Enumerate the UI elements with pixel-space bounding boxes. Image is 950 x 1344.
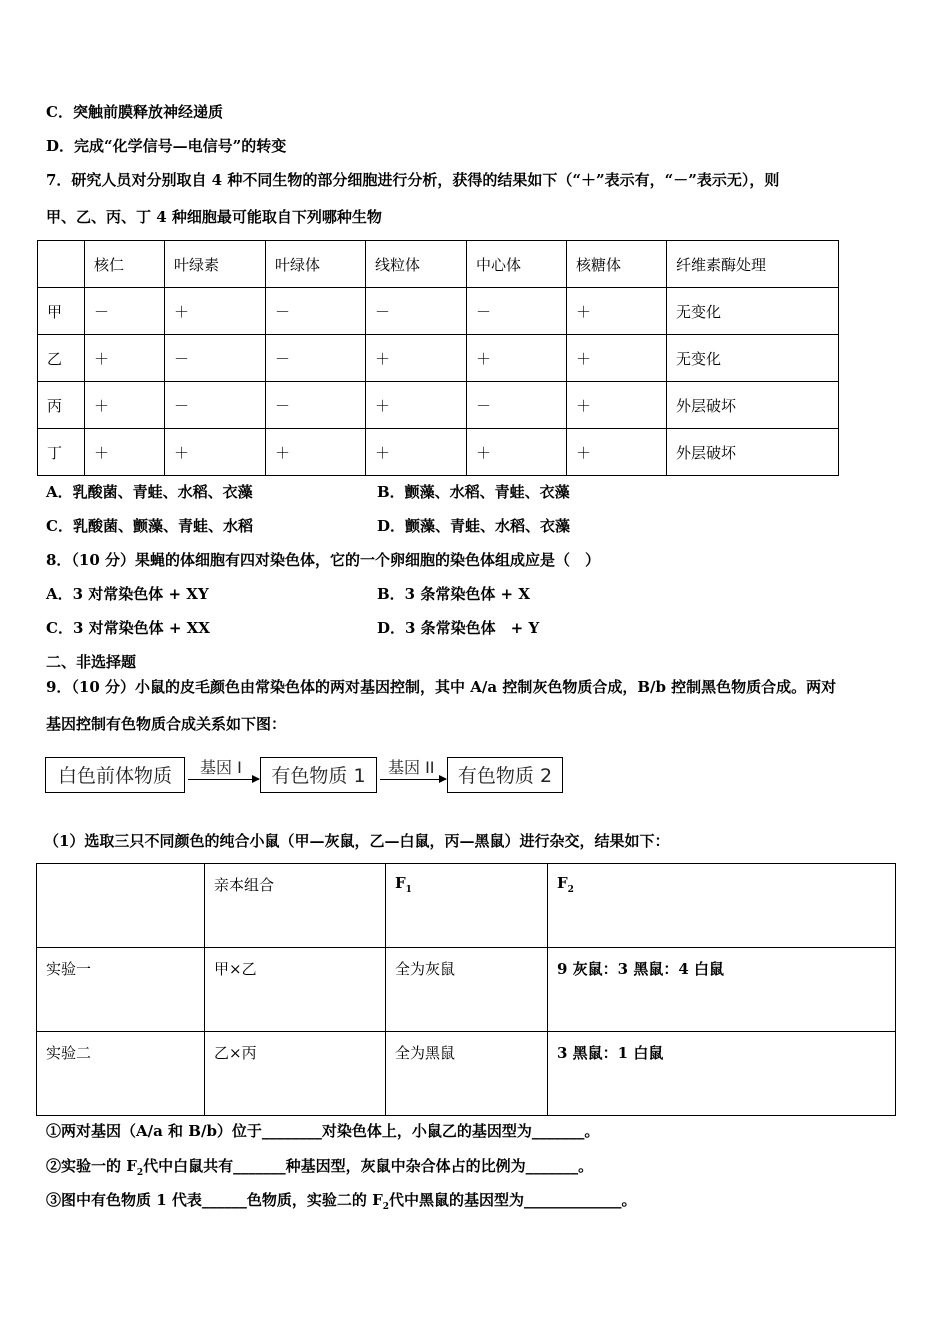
table-cell: 亲本组合 (205, 864, 386, 948)
table-row (37, 948, 896, 1032)
table-cell: 实验二 (37, 1032, 205, 1116)
table-cell: 乙 (38, 335, 85, 382)
q9-question-3: ③图中有色物质 1 代表______色物质，实验二的 $F_2$代中黑鼠的基因型为_____________。 (46, 1191, 637, 1212)
table-cell: － (467, 382, 567, 429)
table-cell: ＋ (165, 288, 266, 335)
table-row (37, 1032, 896, 1116)
arrow-right-icon (380, 779, 446, 780)
section-title: 二、非选择题 (46, 653, 137, 671)
table-cell: 丁 (38, 429, 85, 476)
table-cell: － (266, 382, 366, 429)
flow-box-pigment-1: 有色物质 1 (260, 757, 377, 793)
table-cell: ＋ (467, 335, 567, 382)
table-cell: 无变化 (667, 288, 839, 335)
table-cell: 无变化 (667, 335, 839, 382)
table-row (38, 429, 839, 476)
q8-option-c: C．3 对常染色体 + XX (46, 619, 210, 637)
table-cell: － (366, 288, 467, 335)
q7-option-d: D．颤藻、青蛙、水稻、衣藻 (377, 517, 571, 535)
flow-label-gene-2: 基因 II (388, 758, 435, 777)
q6-option-d: D．完成“化学信号—电信号”的转变 (46, 137, 287, 155)
arrow-right-icon (188, 779, 259, 780)
table-cell: $F_1$ (386, 864, 548, 948)
q8-option-d: D．3 条常染色体 + Y (377, 619, 540, 637)
table-cell: ＋ (85, 429, 165, 476)
table-cell: ＋ (567, 288, 667, 335)
q7-stem-line1: 7．研究人员对分别取自 4 种不同生物的部分细胞进行分析，获得的结果如下（“＋”表示有，“－”表示无），则 (46, 171, 780, 189)
q6-option-c: C．突触前膜释放神经递质 (46, 103, 223, 121)
table-cell: － (85, 288, 165, 335)
q7-option-c: C．乳酸菌、颤藻、青蛙、水稻 (46, 517, 253, 535)
q7-option-a: A．乳酸菌、青蛙、水稻、衣藻 (46, 483, 253, 501)
table-cell: ＋ (567, 335, 667, 382)
table-cell: ＋ (366, 335, 467, 382)
q7-cell-table (37, 240, 839, 476)
table-cell (38, 241, 85, 288)
q9-cross-table (36, 863, 896, 1116)
table-cell: ＋ (85, 335, 165, 382)
table-cell: － (165, 382, 266, 429)
table-row (38, 288, 839, 335)
q8-stem: 8．（10 分）果蝇的体细胞有四对染色体，它的一个卵细胞的染色体组成应是（ ） (46, 551, 601, 569)
q9-stem-line2: 基因控制有色物质合成关系如下图： (46, 715, 287, 733)
table-cell: $F_2$ (548, 864, 896, 948)
table-cell: 乙×丙 (205, 1032, 386, 1116)
flow-label-gene-1: 基因 I (200, 758, 242, 777)
q9-stem-line1: 9．（10 分）小鼠的皮毛颜色由常染色体的两对基因控制，其中 A/a 控制灰色物质合成，B/b 控制黑色物质合成。两对 (46, 678, 837, 696)
table-cell: 中心体 (467, 241, 567, 288)
table-cell (37, 864, 205, 948)
table-cell: － (467, 288, 567, 335)
table-cell: 丙 (38, 382, 85, 429)
table-cell: － (266, 288, 366, 335)
table-cell: 叶绿素 (165, 241, 266, 288)
table-cell: 外层破坏 (667, 429, 839, 476)
table-header-row (38, 241, 839, 288)
table-cell: ＋ (165, 429, 266, 476)
flow-box-pigment-2: 有色物质 2 (447, 757, 563, 793)
table-cell: － (266, 335, 366, 382)
table-cell: 纤维素酶处理 (667, 241, 839, 288)
table-cell: 甲×乙 (205, 948, 386, 1032)
q9-question-1: ①两对基因（A/a 和 B/b）位于________对染色体上，小鼠乙的基因型为_______。 (46, 1122, 600, 1140)
q8-option-a: A．3 对常染色体 + XY (46, 585, 209, 603)
table-cell: 全为黑鼠 (386, 1032, 548, 1116)
table-cell: 9 灰鼠：3 黑鼠：4 白鼠 (548, 948, 896, 1032)
q8-option-b: B．3 条常染色体 + X (377, 585, 530, 603)
q7-stem-line2: 甲、乙、丙、丁 4 种细胞最可能取自下列哪种生物 (46, 208, 382, 226)
q9-sub1-intro: （1）选取三只不同颜色的纯合小鼠（甲—灰鼠，乙—白鼠，丙—黑鼠）进行杂交，结果如下： (44, 832, 670, 850)
table-cell: ＋ (366, 429, 467, 476)
q9-question-2: ②实验一的 $F_2$代中白鼠共有_______种基因型，灰鼠中杂合体占的比例为_______。 (46, 1157, 594, 1178)
table-cell: 外层破坏 (667, 382, 839, 429)
table-cell: ＋ (567, 382, 667, 429)
table-cell: 叶绿体 (266, 241, 366, 288)
table-cell: 3 黑鼠：1 白鼠 (548, 1032, 896, 1116)
table-cell: ＋ (266, 429, 366, 476)
q7-option-b: B．颤藻、水稻、青蛙、衣藻 (377, 483, 570, 501)
table-cell: 核糖体 (567, 241, 667, 288)
table-cell: ＋ (85, 382, 165, 429)
table-cell: ＋ (567, 429, 667, 476)
flow-box-white-precursor: 白色前体物质 (45, 757, 185, 793)
table-cell: 线粒体 (366, 241, 467, 288)
table-row (38, 382, 839, 429)
table-cell: 甲 (38, 288, 85, 335)
table-cell: ＋ (366, 382, 467, 429)
table-cell: 实验一 (37, 948, 205, 1032)
table-row (38, 335, 839, 382)
table-header-row (37, 864, 896, 948)
table-cell: － (165, 335, 266, 382)
table-cell: 核仁 (85, 241, 165, 288)
table-cell: ＋ (467, 429, 567, 476)
table-cell: 全为灰鼠 (386, 948, 548, 1032)
